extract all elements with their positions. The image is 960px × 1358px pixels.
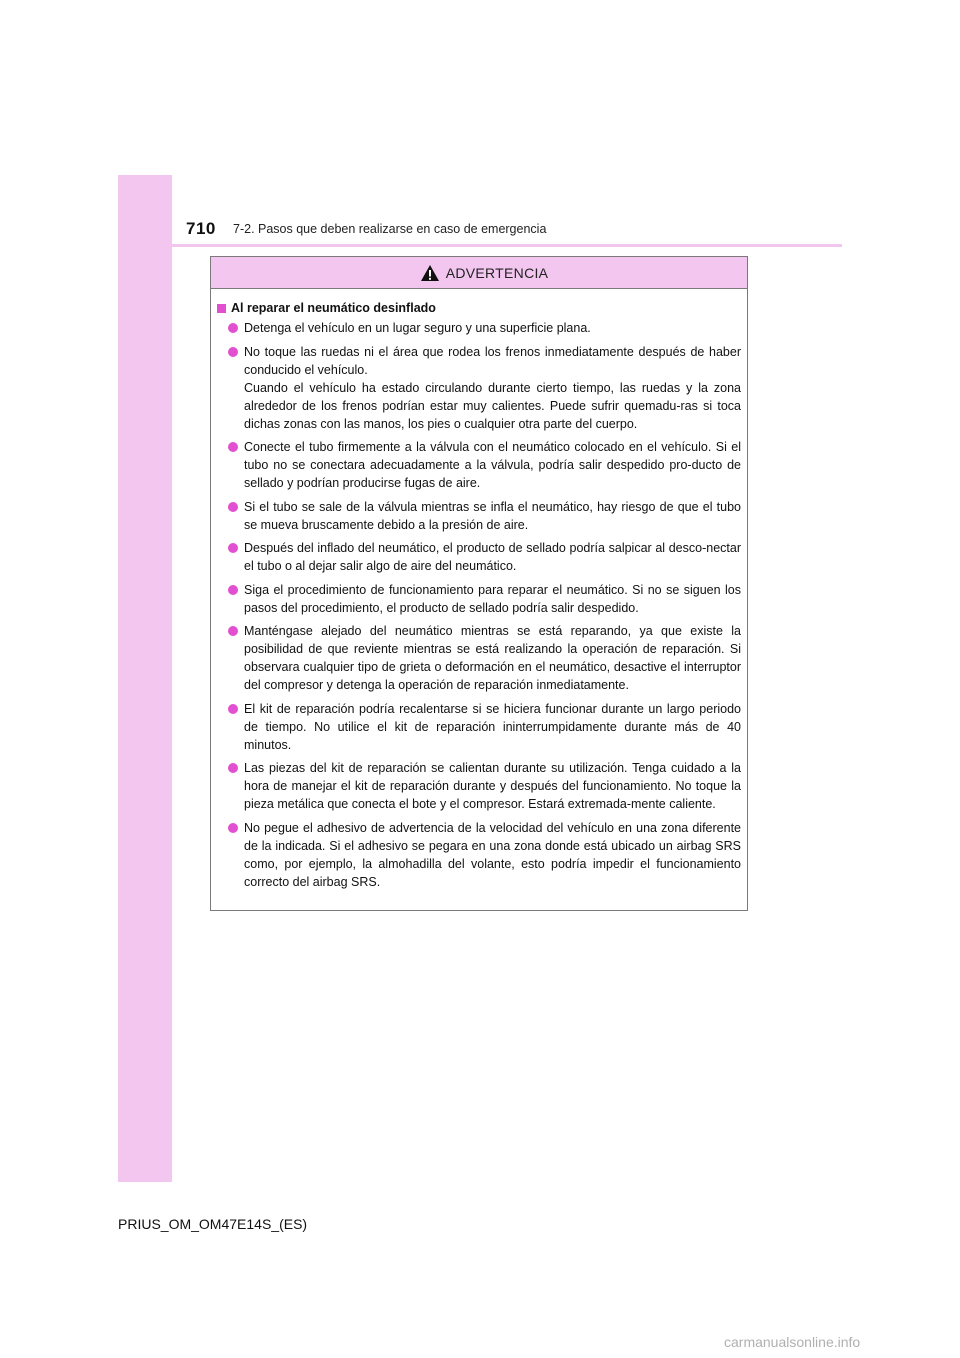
bullet-dot-icon [228,502,238,512]
bullet-dot-icon [228,823,238,833]
warning-box [210,256,748,911]
bullet-dot-icon [228,442,238,452]
warning-item [217,438,741,492]
warning-item-text: Detenga el vehículo en un lugar seguro y una superficie plana. [244,321,591,335]
bullet-dot-icon [228,347,238,357]
document-code: PRIUS_OM_OM47E14S_(ES) [118,1216,308,1232]
warning-triangle-icon [420,264,440,282]
warning-item [217,700,741,754]
warning-body [211,289,747,891]
warning-item-text: No pegue el adhesivo de advertencia de la velocidad del vehículo en una zona diferente de la indicada. Si el adhesivo se pegara en una zona donde está ubicado un airbag SRS como, por ejemplo, la almohadilla del volante, esto podría impedir el funcionamiento correcto del airbag SRS. [244,820,741,889]
warning-item-text: Cuando el vehículo ha estado circulando durante cierto tiempo, las ruedas y la zona alrededor de los frenos podrían estar muy calientes. Puede sufrir quemadu-ras si toca dichas zonas con las manos, los pies o cualquier otra parte del cuerpo. [244,380,741,431]
warning-title: ADVERTENCIA [445,264,549,281]
bullet-dot-icon [228,323,238,333]
watermark-text: carmanualsonline.info [724,1334,861,1350]
side-tab-band [118,175,172,1182]
page-number: 710 [186,219,216,238]
bullet-dot-icon [228,763,238,773]
warning-item [217,539,741,575]
bullet-dot-icon [228,543,238,553]
warning-item [217,759,741,813]
warning-item-text: El kit de reparación podría recalentarse si se hiciera funcionar durante un largo periodo de tiempo. No utilice el kit de reparación ininterrumpidamente durante más de 40 minutos. [244,701,741,752]
warning-item [217,622,741,694]
warning-item [217,319,741,337]
square-bullet-icon [217,304,226,313]
header-rule [118,244,842,247]
warning-header [211,257,747,289]
warning-item-text: Si el tubo se sale de la válvula mientras se infla el neumático, hay riesgo de que el tubo se mueva bruscamente debido a la presión de aire. [244,499,741,532]
warning-item-text: Manténgase alejado del neumático mientras se está reparando, ya que existe la posibilidad de que reviente mientras se está realizando la operación de reparación. Si observara cualquier tipo de grieta o deformación en el neumático, desactive el interruptor del compresor y detenga la operación de reparación inmediatamente. [244,624,741,692]
warning-subheading [217,301,741,315]
section-title: 7-2. Pasos que deben realizarse en caso de emergencia [233,222,547,236]
warning-item-text: Siga el procedimiento de funcionamiento para reparar el neumático. Si no se siguen los pasos del procedimiento, el producto de sellado podría salir despedido. [244,582,741,615]
warning-item-text: Conecte el tubo firmemente a la válvula con el neumático colocado en el vehículo. Si el tubo no se conectara adecuadamente a la válvula, podría salir despedido pro-ducto de sellado y podrían producirse fugas de aire. [244,440,741,490]
warning-item [217,581,741,617]
bullet-dot-icon [228,585,238,595]
warning-item [217,343,741,433]
bullet-dot-icon [228,626,238,636]
warning-item [217,498,741,534]
warning-item-list [217,319,741,891]
bullet-dot-icon [228,704,238,714]
warning-item-text: No toque las ruedas ni el área que rodea los frenos inmediatamente después de haber conducido el vehículo. [244,344,741,377]
warning-item-text: Después del inflado del neumático, el producto de sellado podría salpicar al desco-nectar el tubo o al dejar salir algo de aire del neumático. [244,541,741,573]
warning-item [217,819,741,891]
warning-subheading-text: Al reparar el neumático desinflado [231,301,436,315]
warning-item-text: Las piezas del kit de reparación se calientan durante su utilización. Tenga cuidado a la hora de manejar el kit de reparación durante y después del funcionamiento. No toque la pieza metálica que conecta el bote y el compresor. Estará extremada-mente caliente. [244,761,741,811]
